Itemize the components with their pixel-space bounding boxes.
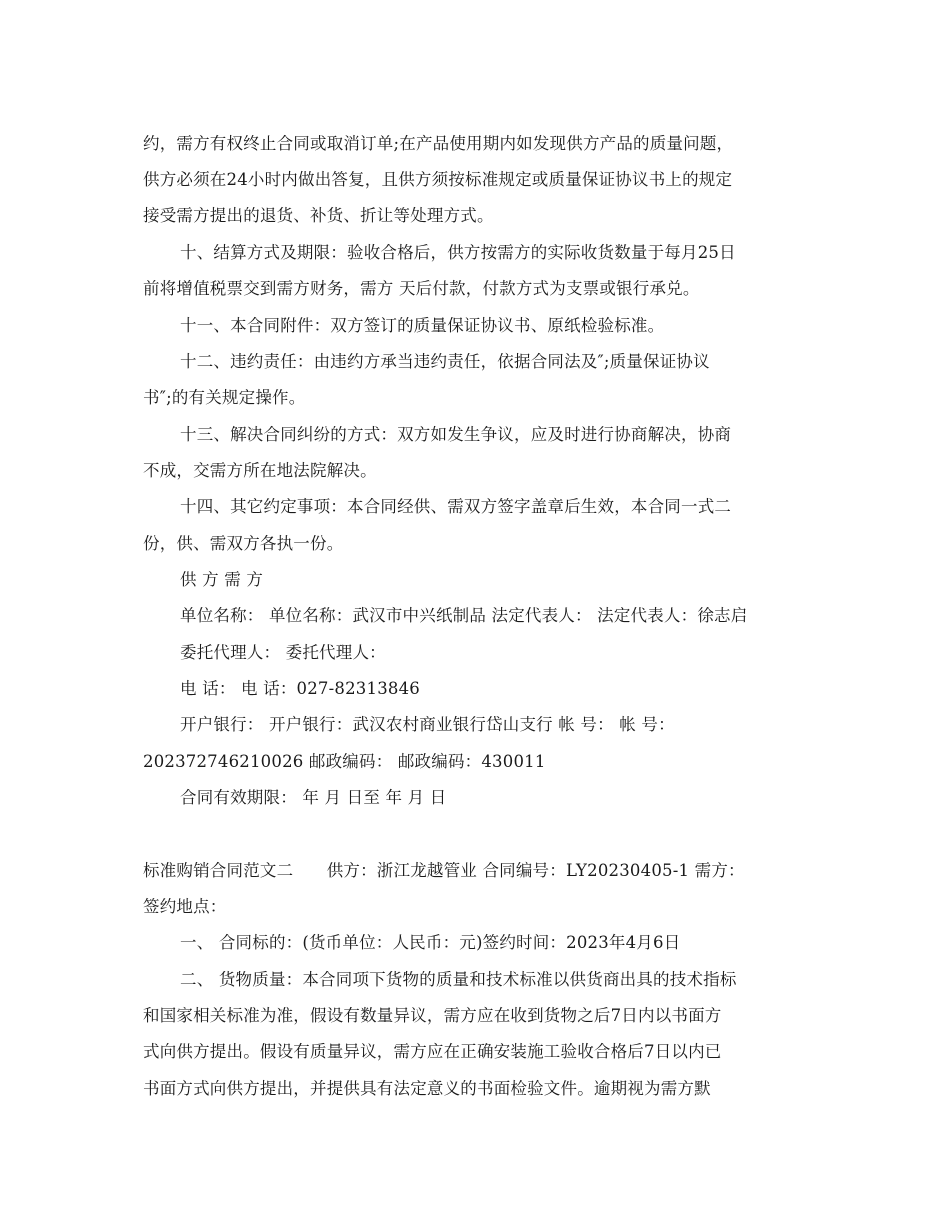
- text-line: 委托代理人： 委托代理人：: [180, 643, 386, 662]
- text-line: 前将增值税票交到需方财务，需方 天后付款，付款方式为支票或银行承兑。: [143, 279, 700, 298]
- text-line: 十、结算方式及期限：验收合格后，供方按需方的实际收货数量于每月25日: [180, 243, 736, 262]
- text-line: 供 方 需 方: [180, 570, 264, 589]
- text-line: 十二、违约责任：由违约方承当违约责任，依据合同法及″;质量保证协议: [180, 352, 710, 371]
- text-line: 202372746210026 邮政编码： 邮政编码：430011: [143, 752, 546, 771]
- text-line: 十四、其它约定事项：本合同经供、需双方签字盖章后生效，本合同一式二: [180, 497, 732, 516]
- text-line: 份，供、需双方各执一份。: [143, 534, 344, 553]
- text-line: 签约地点：: [143, 897, 227, 916]
- text-line: 合同有效期限： 年 月 日至 年 月 日: [180, 788, 447, 807]
- text-line: 十一、本合同附件：双方签订的质量保证协议书、原纸检验标准。: [180, 316, 665, 335]
- text-line: 书面方式向供方提出，并提供具有法定意义的书面检验文件。逾期视为需方默: [143, 1079, 711, 1098]
- text-line: 约，需方有权终止合同或取消订单;在产品使用期内如发现供方产品的质量问题，: [143, 134, 734, 153]
- section-heading-line: 标准购销合同范文二 供方：浙江龙越管业 合同编号：LY20230405-1 需方：: [143, 861, 745, 880]
- text-line: 开户银行： 开户银行：武汉农村商业银行岱山支行 帐 号： 帐 号：: [180, 715, 675, 734]
- text-line: 十三、解决合同纠纷的方式：双方如发生争议，应及时进行协商解决，协商: [180, 425, 732, 444]
- text-line: 和国家相关标准为准，假设有数量异议，需方应在收到货物之后7日内以书面方: [143, 1006, 722, 1025]
- text-line: 电 话： 电 话：027-82313846: [180, 679, 420, 698]
- text-line: 接受需方提出的退货、补货、折让等处理方式。: [143, 206, 494, 225]
- text-line: 一、 合同标的：(货币单位：人民币：元)签约时间：2023年4月6日: [180, 933, 681, 952]
- text-line: 单位名称： 单位名称：武汉市中兴纸制品 法定代表人： 法定代表人：徐志启: [180, 606, 748, 625]
- text-line: 供方必须在24小时内做出答复，且供方须按标准规定或质量保证协议书上的规定: [143, 170, 733, 189]
- text-line: 不成，交需方所在地法院解决。: [143, 461, 377, 480]
- text-line: 书″;的有关规定操作。: [143, 388, 306, 407]
- text-line: 二、 货物质量：本合同项下货物的质量和技术标准以供货商出具的技术指标: [180, 970, 737, 989]
- text-line: 式向供方提出。假设有质量异议，需方应在正确安装施工验收合格后7日以内已: [143, 1042, 722, 1061]
